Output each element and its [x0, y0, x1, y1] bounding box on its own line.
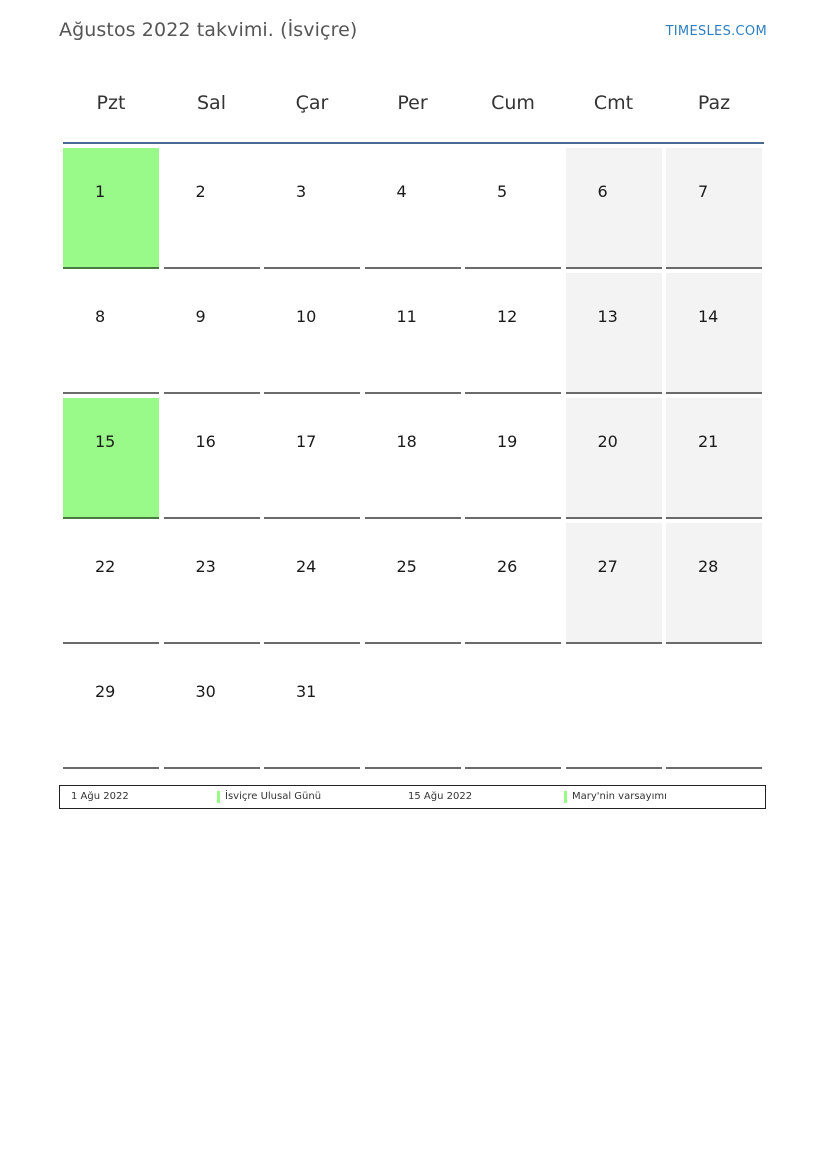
day-number: 16 — [195, 432, 216, 451]
day-number: 12 — [497, 307, 518, 326]
weekday-header: Cmt — [593, 92, 634, 114]
day-cell[interactable] — [365, 273, 461, 394]
day-number: 31 — [296, 682, 317, 701]
day-number: 4 — [396, 182, 407, 201]
day-number: 28 — [698, 557, 719, 576]
day-number: 15 — [95, 432, 116, 451]
day-cell[interactable] — [666, 273, 762, 394]
day-cell[interactable] — [264, 648, 360, 769]
day-number: 8 — [95, 307, 106, 326]
weekday-header: Paz — [697, 92, 731, 114]
day-number: 7 — [698, 182, 709, 201]
legend-holiday-name: İsviçre Ulusal Günü — [225, 791, 322, 802]
weekday-header: Cum — [491, 92, 535, 114]
holiday-legend — [59, 785, 766, 809]
week-row — [63, 523, 764, 644]
day-number: 25 — [396, 557, 417, 576]
page-title: Ağustos 2022 takvimi. (İsviçre) — [59, 19, 358, 41]
day-number: 1 — [95, 182, 106, 201]
day-number: 19 — [497, 432, 518, 451]
week-row — [63, 148, 764, 269]
legend-color-marker — [564, 791, 567, 803]
weekday-header: Pzt — [96, 92, 126, 114]
day-cell[interactable] — [465, 273, 561, 394]
day-number: 11 — [396, 307, 417, 326]
weekday-header-row — [63, 80, 764, 142]
empty-day-cell — [465, 648, 561, 769]
day-cell[interactable] — [666, 398, 762, 519]
day-cell[interactable] — [566, 523, 662, 644]
legend-holiday-name: Mary'nin varsayımı — [572, 791, 667, 802]
day-number: 18 — [396, 432, 417, 451]
day-number: 9 — [195, 307, 206, 326]
week-row — [63, 273, 764, 394]
day-cell[interactable] — [566, 273, 662, 394]
day-number: 6 — [597, 182, 608, 201]
week-row — [63, 648, 764, 769]
day-cell[interactable] — [63, 273, 159, 394]
day-number: 22 — [95, 557, 116, 576]
day-cell[interactable] — [666, 523, 762, 644]
day-number: 14 — [698, 307, 719, 326]
weekday-header: Çar — [295, 92, 329, 114]
day-number: 30 — [195, 682, 216, 701]
day-number: 5 — [497, 182, 508, 201]
day-cell[interactable] — [264, 148, 360, 269]
day-cell[interactable] — [465, 398, 561, 519]
day-cell[interactable] — [365, 398, 461, 519]
day-cell[interactable] — [264, 398, 360, 519]
day-number: 23 — [195, 557, 216, 576]
calendar-grid — [63, 80, 764, 769]
day-number: 21 — [698, 432, 719, 451]
brand-link[interactable]: TIMESLES.COM — [665, 24, 767, 39]
day-cell[interactable] — [63, 648, 159, 769]
day-number: 24 — [296, 557, 317, 576]
day-number: 2 — [195, 182, 206, 201]
day-cell[interactable] — [465, 148, 561, 269]
weekday-header: Sal — [197, 92, 226, 114]
day-number: 27 — [597, 557, 618, 576]
legend-date: 1 Ağu 2022 — [71, 791, 129, 802]
header-divider — [63, 142, 764, 144]
day-cell[interactable] — [63, 398, 159, 519]
day-cell[interactable] — [365, 523, 461, 644]
empty-day-cell — [666, 648, 762, 769]
week-row — [63, 398, 764, 519]
day-cell[interactable] — [63, 523, 159, 644]
weeks-container — [63, 148, 764, 769]
day-cell[interactable] — [566, 148, 662, 269]
day-number: 26 — [497, 557, 518, 576]
day-cell[interactable] — [164, 273, 260, 394]
empty-day-cell — [365, 648, 461, 769]
day-cell[interactable] — [666, 148, 762, 269]
day-cell[interactable] — [465, 523, 561, 644]
day-number: 17 — [296, 432, 317, 451]
day-cell[interactable] — [164, 648, 260, 769]
day-cell[interactable] — [566, 398, 662, 519]
legend-color-marker — [217, 791, 220, 803]
day-number: 29 — [95, 682, 116, 701]
day-cell[interactable] — [365, 148, 461, 269]
day-cell[interactable] — [63, 148, 159, 269]
day-number: 10 — [296, 307, 317, 326]
empty-day-cell — [566, 648, 662, 769]
day-cell[interactable] — [164, 398, 260, 519]
day-number: 13 — [597, 307, 618, 326]
day-cell[interactable] — [164, 148, 260, 269]
day-number: 20 — [597, 432, 618, 451]
weekday-header: Per — [397, 92, 428, 114]
day-cell[interactable] — [164, 523, 260, 644]
day-cell[interactable] — [264, 523, 360, 644]
day-number: 3 — [296, 182, 307, 201]
day-cell[interactable] — [264, 273, 360, 394]
legend-date: 15 Ağu 2022 — [408, 791, 473, 802]
